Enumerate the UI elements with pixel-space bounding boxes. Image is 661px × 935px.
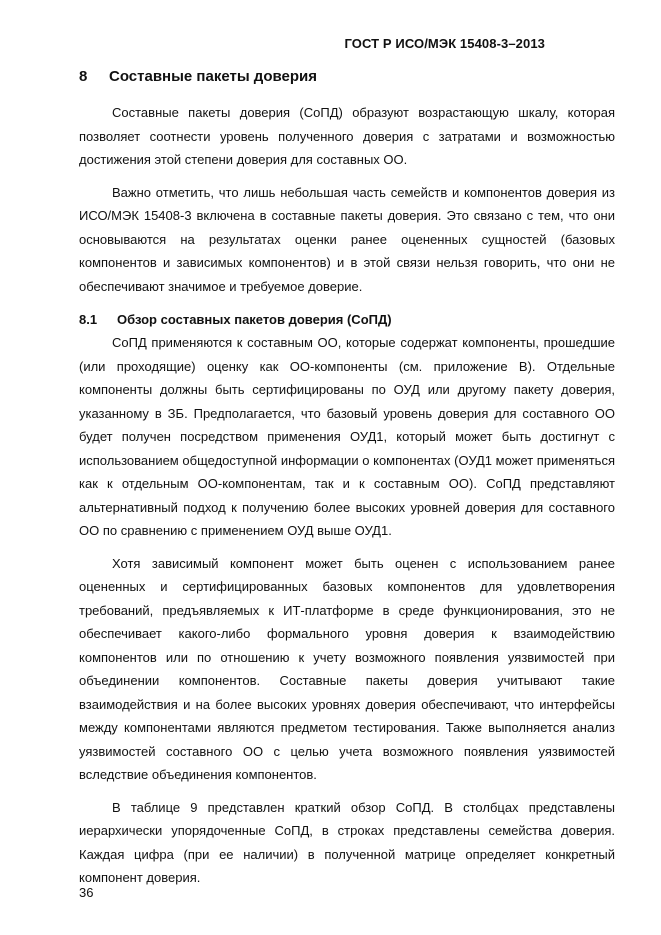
paragraph: Важно отметить, что лишь небольшая часть семейств и компонентов доверия из ИСО/МЭК 15408-3 включена в составные пакеты доверия. Это связано с тем, что они основываются на результатах оценки ранее оцененных сущностей (базовых компонентов и зависимых компонентов) и в этой связи нельзя говорить, что они не обеспечивают значимое и требуемое доверие. <box>79 184 615 294</box>
subsection-heading <box>79 312 615 327</box>
section-number: 8 <box>79 68 88 85</box>
paragraph: Хотя зависимый компонент может быть оценен с использованием ранее оцененных и сертифицированных базовых компонентов для удовлетворения требований, предъявляемых к ИТ-платформе в среде функционирования, это не обеспечивает какого-либо формального уровня доверия к взаимодействию компонентов или по отношению к учету возможного появления уязвимостей при объединении компонентов. Составные пакеты доверия учитывают такие взаимодействия и на более высоких уровнях доверия обеспечивают, что интерфейсы между компонентами являются предметом тестирования. Также выполняется анализ уязвимостей составного ОО с целью учета возможного появления уязвимостей вследствие объединения компонентов. <box>79 555 615 782</box>
section-heading <box>79 68 615 85</box>
paragraph: В таблице 9 представлен краткий обзор СоПД. В столбцах представлены иерархически упорядоченные СоПД, в строках представлены семейства доверия. Каждая цифра (при ее наличии) в полученной матрице определяет конкретный компонент доверия. <box>79 799 615 885</box>
subsection-number: 8.1 <box>79 312 98 327</box>
section-title: Составные пакеты доверия <box>109 68 317 85</box>
subsection-title: Обзор составных пакетов доверия (СоПД) <box>117 312 392 327</box>
page-number: 36 <box>79 885 94 900</box>
paragraph: СоПД применяются к составным ОО, которые содержат компоненты, прошедшие (или проходящие) оценку как ОО-компоненты (см. приложение В). Отдельные компоненты должны быть сертифицированы по ОУД или другому пакету доверия, указанному в ЗБ. Предполагается, что базовый уровень доверия для составного ОО будет получен посредством применения ОУД1, который может быть достигнут с использованием общедоступной информации о компонентах (ОУД1 может применяться как к отдельным ОО-компонентам, так и к составным ОО). СоПД представляют альтернативный подход к получению более высоких уровней доверия для составного ОО по сравнению с применением ОУД выше ОУД1. <box>79 335 615 538</box>
page-body <box>79 64 615 899</box>
paragraph: Составные пакеты доверия (СоПД) образуют возрастающую шкалу, которая позволяет соотнести уровень полученного доверия с затратами и возможностью достижения этой степени доверия для составных ОО. <box>79 105 615 167</box>
document-header: ГОСТ Р ИСО/МЭК 15408-3–2013 <box>344 36 545 51</box>
